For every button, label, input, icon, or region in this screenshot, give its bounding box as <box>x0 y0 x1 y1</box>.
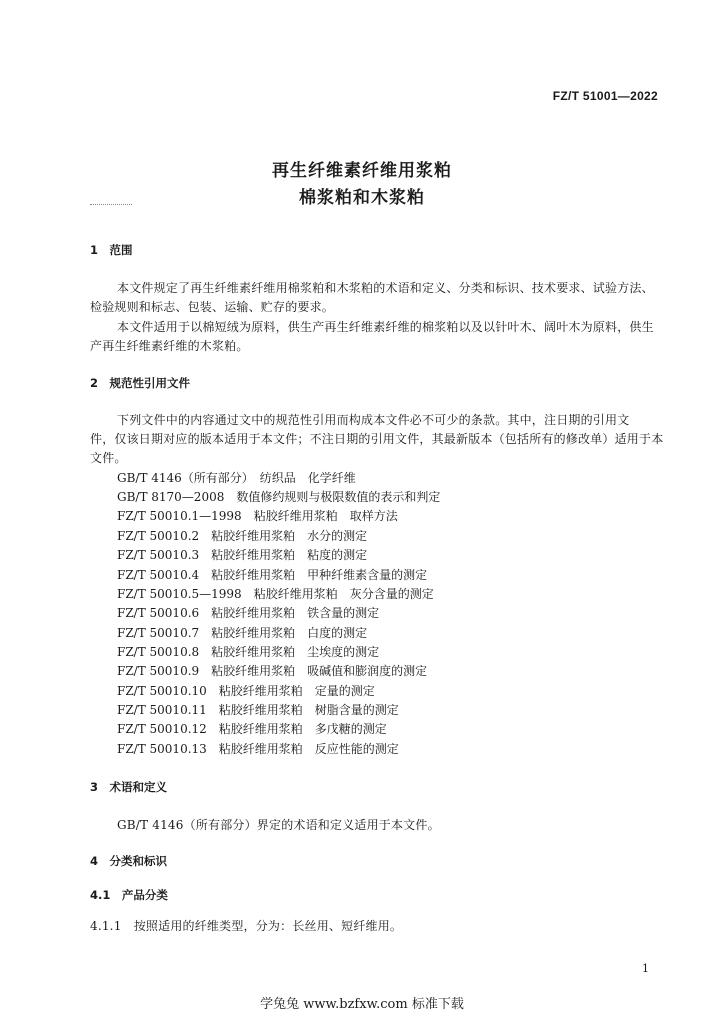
section-2-intro-line3: 文件。 <box>90 451 127 465</box>
reference-item: FZ/T 50010.13 粘胶纤维用浆粕 反应性能的测定 <box>117 742 399 756</box>
reference-item: FZ/T 50010.7 粘胶纤维用浆粕 白度的测定 <box>117 626 368 640</box>
reference-item: FZ/T 50010.2 粘胶纤维用浆粕 水分的测定 <box>117 529 368 543</box>
reference-item: FZ/T 50010.11 粘胶纤维用浆粕 树脂含量的测定 <box>117 703 399 717</box>
reference-item: FZ/T 50010.3 粘胶纤维用浆粕 粘度的测定 <box>117 548 368 562</box>
reference-item: FZ/T 50010.4 粘胶纤维用浆粕 甲种纤维素含量的测定 <box>117 568 428 582</box>
standard-code: FZ/T 51001—2022 <box>552 89 658 103</box>
section-1-para2-line1: 本文件适用于以棉短绒为原料，供生产再生纤维素纤维的棉浆粕以及以针叶木、阔叶木为原料，供生 <box>117 320 654 334</box>
section-4-1-1-text: 4.1.1 按照适用的纤维类型，分为：长丝用、短纤维用。 <box>90 919 403 933</box>
reference-item: FZ/T 50010.12 粘胶纤维用浆粕 多戊糖的测定 <box>117 722 387 736</box>
document-title-line2: 棉浆粕和木浆粕 <box>299 188 425 208</box>
reference-item: FZ/T 50010.5—1998 粘胶纤维用浆粕 灰分含量的测定 <box>117 587 434 601</box>
reference-item: FZ/T 50010.1—1998 粘胶纤维用浆粕 取样方法 <box>117 509 398 523</box>
section-4-1-heading: 4.1 产品分类 <box>90 888 168 902</box>
section-2-intro-line1: 下列文件中的内容通过文中的规范性引用而构成本文件必不可少的条款。其中，注日期的引用文 <box>117 413 630 427</box>
reference-item: FZ/T 50010.10 粘胶纤维用浆粕 定量的测定 <box>117 684 375 698</box>
scan-smudge <box>90 204 132 208</box>
page-number: 1 <box>642 962 649 975</box>
section-3-text: GB/T 4146（所有部分）界定的术语和定义适用于本文件。 <box>117 818 440 832</box>
reference-item: FZ/T 50010.8 粘胶纤维用浆粕 尘埃度的测定 <box>117 645 380 659</box>
section-2-heading: 2 规范性引用文件 <box>90 376 191 390</box>
reference-item: GB/T 4146（所有部分） 纺织品 化学纤维 <box>117 471 356 485</box>
section-1-para1-line2: 检验规则和标志、包装、运输、贮存的要求。 <box>90 300 335 314</box>
document-title-line1: 再生纤维素纤维用浆粕 <box>272 161 452 181</box>
section-1-para1-line1: 本文件规定了再生纤维素纤维用棉浆粕和木浆粕的术语和定义、分类和标识、技术要求、试验方法、 <box>117 281 654 295</box>
section-4-heading: 4 分类和标识 <box>90 854 168 868</box>
section-3-heading: 3 术语和定义 <box>90 780 168 794</box>
section-2-intro-line2: 件，仅该日期对应的版本适用于本文件；不注日期的引用文件，其最新版本（包括所有的修改单）适用于本 <box>90 432 664 446</box>
section-1-heading: 1 范围 <box>90 243 133 257</box>
reference-item: GB/T 8170—2008 数值修约规则与极限数值的表示和判定 <box>117 490 441 504</box>
footer-watermark: 学兔兔 www.bzfxw.com 标准下载 <box>260 997 464 1012</box>
reference-item: FZ/T 50010.9 粘胶纤维用浆粕 吸碱值和膨润度的测定 <box>117 664 428 678</box>
section-1-para2-line2: 产再生纤维素纤维的木浆粕。 <box>90 339 249 353</box>
reference-item: FZ/T 50010.6 粘胶纤维用浆粕 铁含量的测定 <box>117 606 380 620</box>
